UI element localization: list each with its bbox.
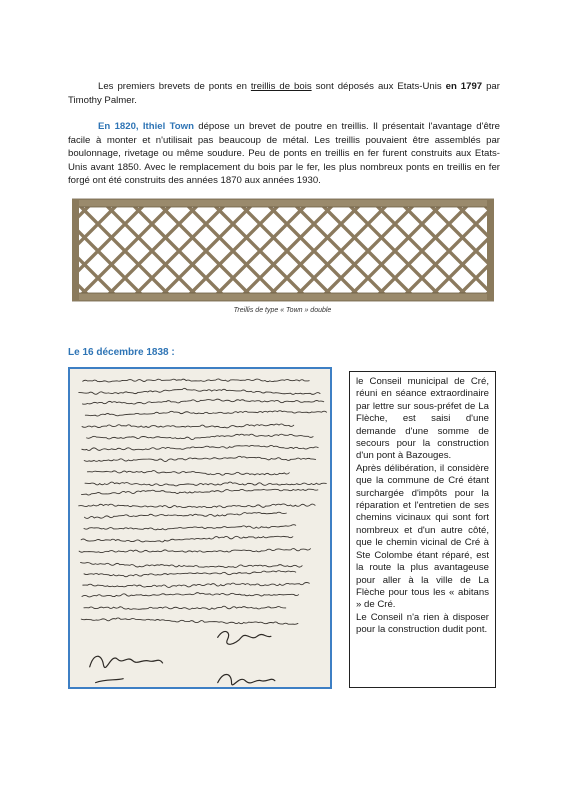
handwritten-deliberation-image	[68, 367, 332, 689]
intro-bold-year: en 1797	[445, 81, 483, 92]
intro-paragraph	[68, 80, 500, 107]
town-lead: En 1820, Ithiel Town	[98, 121, 194, 132]
figure-caption: Treillis de type « Town » double	[233, 307, 332, 314]
summary-paragraph-3: Le Conseil n'a rien à disposer pour la construction dudit pont.	[356, 611, 489, 636]
deliberation-summary-box	[349, 371, 496, 688]
manuscript-drawing	[70, 369, 330, 687]
date-heading: Le 16 décembre 1838 :	[68, 347, 175, 358]
lattice-drawing	[72, 196, 494, 306]
intro-text-middle: sont déposés aux Etats-Unis	[311, 81, 446, 92]
summary-paragraph-2: Après délibération, il considère que la commune de Cré étant surchargée d'impôts pour la réparation et l'entretien de ses chemins vicinaux qui sont fort nombreux et d'un autre côté, que le chemin vicinal de Cré à Ste Colombe étant réparé, est la route la plus avantageuse pour aller à la ville de La Flèche pour tous les « abitans » de Cré.	[356, 462, 489, 611]
intro-text-start: Les premiers brevets de ponts en	[98, 81, 251, 92]
intro-text-end: par Timothy Palmer.	[68, 81, 500, 106]
town-paragraph	[68, 120, 500, 188]
intro-underlined-term: treillis de bois	[250, 81, 312, 92]
town-lattice-image	[72, 196, 494, 306]
town-text: dépose un brevet de poutre en treillis. Il présentait l'avantage d'être facile à monter et n'utilisait pas beaucoup de métal. Les treillis pouvaient être assemblés par boulonnage, rivetage ou même soudure. Peu de ponts en treillis en fer furent construits aux Etats-Unis avant 1850. Avec le remplacement du bois par le fer, les plus nombreux ponts en treillis en fer forgé ont été construits des années 1870 aux années 1930.	[68, 121, 500, 186]
summary-paragraph-1: le Conseil municipal de Cré, réuni en séance extraordinaire par lettre sur sous-préfet de La Flèche, est saisi d'une demande d'une somme de secours pour la construction d'un pont à Bazouges.	[356, 376, 489, 462]
